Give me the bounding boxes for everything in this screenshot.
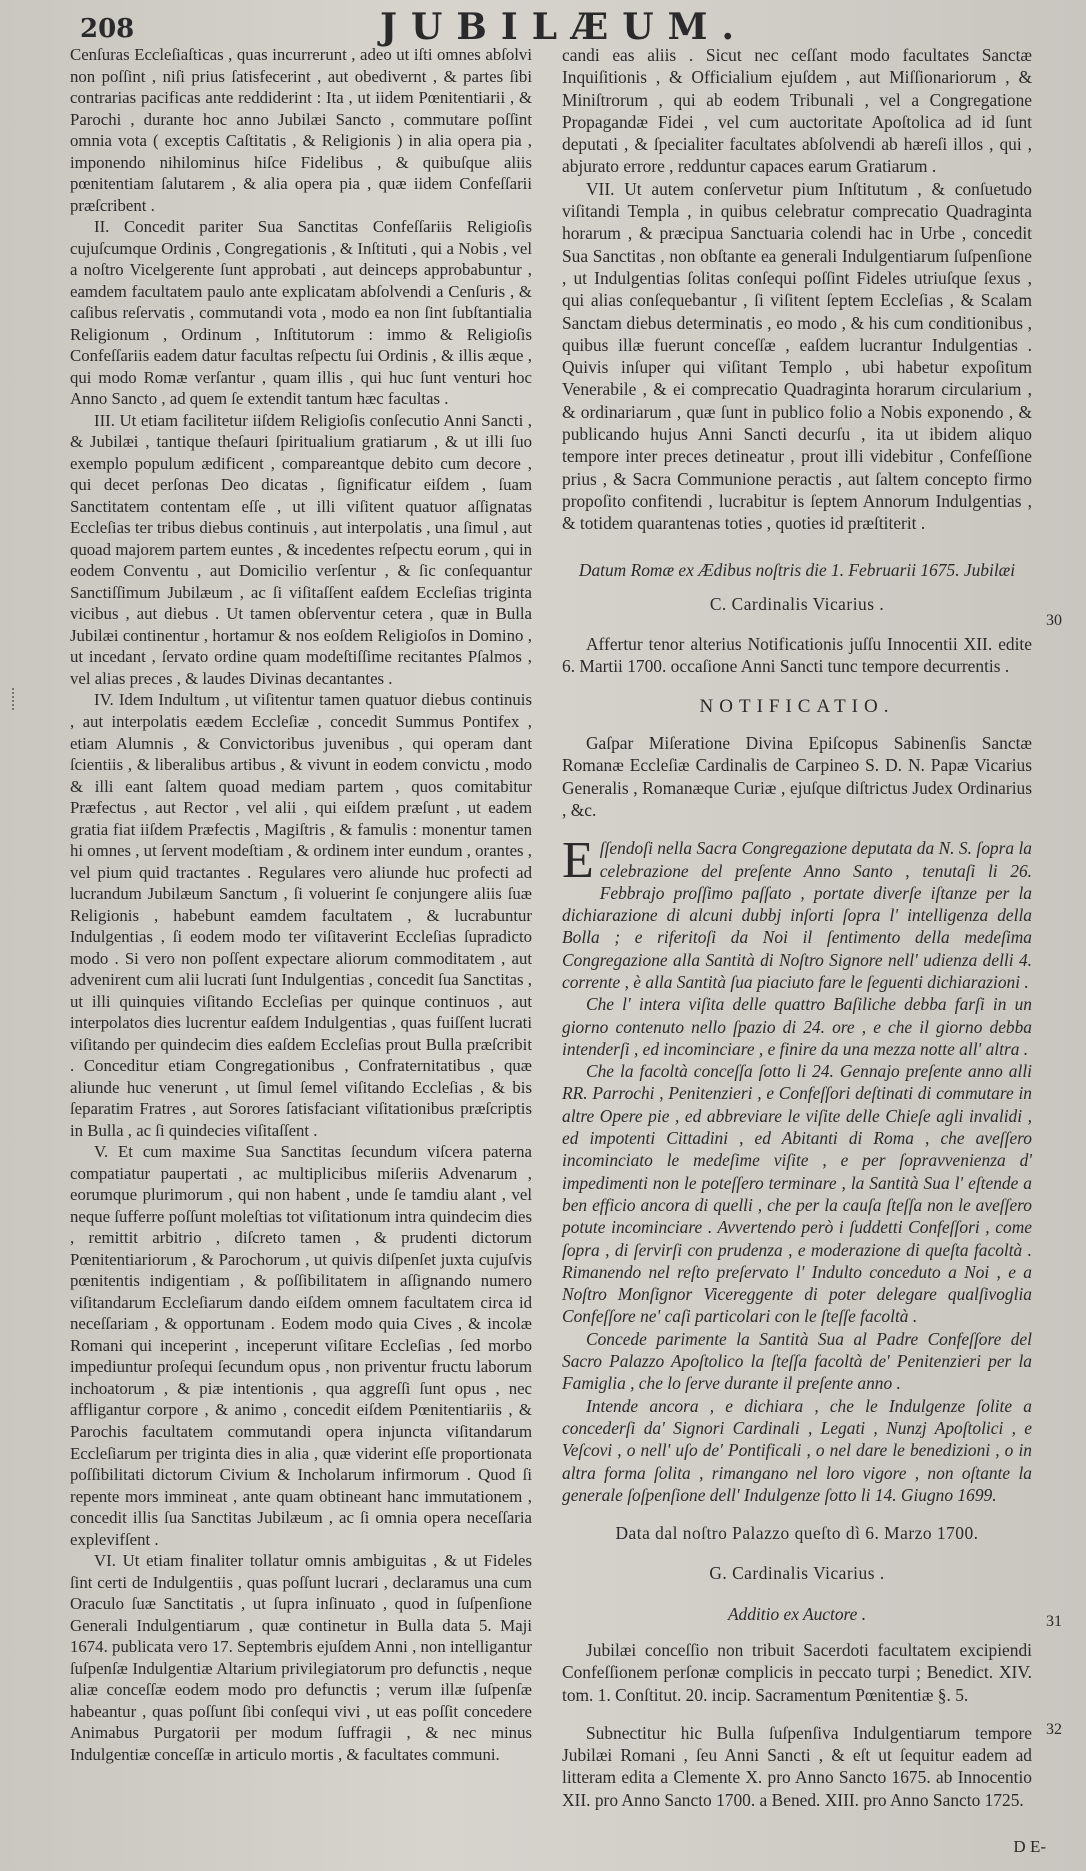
paragraph-additio: Jubilæi conceſſio non tribuit Sacerdoti facultatem excipiendi Confeſſionem perſonæ complicis in peccato turpi ; Benedict. XIV. tom. 1. Conſtitut. 20. incip. Sacramentum Pœnitentiæ §. 5. <box>562 1640 1032 1705</box>
additio-heading: Additio ex Auctore . <box>727 1603 867 1624</box>
paragraph-gaspar: Gaſpar Miſeratione Divina Epiſcopus Sabinenſis Sanctæ Romanæ Eccleſiæ Cardinalis de Carpineo S. D. N. Papæ Vicarius Generalis , Romanæque Curiæ , ejuſque diſtrictus Judex Ordinarius , &c. <box>562 733 1032 820</box>
paragraph-continued-right: candi eas aliis . Sicut nec ceſſant modo facultates Sanctæ Inquiſitionis , & Officialium ejuſdem , aut Miſſionariorum , & Miniſtrorum , qui ab eodem Tribunali , vel a Congregatione Propagandæ Fidei , vel cum auctoritate Apoſtolica ad id ſunt deputati , & ſpecialiter facultates abſolvendi ab hæreſi illos , qui , abjurato errore , redduntur capaces earum Gratiarum . <box>562 45 1032 177</box>
italian-paragraph-1 <box>562 832 1032 993</box>
running-title: JUBILÆUM. <box>380 6 749 48</box>
paragraph-subnectitur: Subnectitur hic Bulla ſuſpenſiva Indulgentiarum tempore Jubilæi Romani , ſeu Anni Sancti , & eſt ut ſequitur eadem ad litteram edita a Clemente X. pro Anno Sancto 1675. ab Innocentio XII. pro Anno Sancto 1700. a Bened. XIII. pro Anno Sancto 1725. <box>562 1722 1032 1810</box>
paragraph-v: V. Et cum maxime Sua Sanctitas ſecundum viſcera paterna compatiatur paupertati , ac multiplicibus miſeriis Advenarum , eorumque plurimorum , qui non habent , unde ſe tamdiu alant , vel neque ſufferre poſſunt moleſtias tot viſitationum intra quindecim dies , remittit arbitrio , diſcreto tamen , & prudenti dictorum Pœnitentiariorum , & Parochorum , ut quivis diſpenſet juxta cujuſvis pœnitentis indigentiam , & poſſibilitatem in aſſignando numero viſitandarum Eccleſiarum dando eiſdem omnem facultatem circa id neceſſariam , & opportunam . Eodem modo quia Cives , & incolæ Romani qui inceperint , inceperunt viſitare Eccleſias , ſed morbo impediuntur proſequi ſecundum opus , non priventur fructu laborum inchoatorum , & piæ intentionis , qua aggreſſi ſunt opus , nec affligantur corpore , & animo , concedit eiſdem Pœnitentiariis , & Parochis facultatem commutandi opera injuncta viſitandarum Eccleſiarum per triginta dies in alia , quæ viderint eſſe proportionata poſſibilitati dictorum Civium & Incholarum infirmorum . Quod ſi repente mors immineat , ante quam obtineant hanc immutationem , concedit illis ſua Sanctitas Jubilæum , ac ſi omnia opera neceſſaria explevifſent . <box>70 1142 532 1549</box>
page-number: 208 <box>80 14 135 44</box>
drop-cap: E <box>562 832 594 890</box>
margin-mark <box>12 688 17 710</box>
italian-paragraph-4: Concede parimente la Santità Sua al Padre Confeſſore del Sacro Palazzo Apoſtolico la ſteſſa facoltà de' Penitenzieri per la Famiglia , che lo ſerve durante il preſente anno . <box>562 1328 1032 1394</box>
italian-paragraph-5: Intende ancora , e dichiara , che le Indulgenze ſolite a concederſi da' Signori Cardinali , Legati , Nunzj Apoſtolici , e Veſcovi , o nell' uſo de' Pontificali , o nel dare le benedizioni , o in altra forma ſolita , rimangano nel loro vigore , non oſtante la generale ſoſpenſione dell' Indulgenze ſotto li 14. Giugno 1699. <box>562 1395 1032 1505</box>
margin-number-30: 30 <box>1046 612 1062 629</box>
date-line: Datum Romæ ex Ædibus noſtris die 1. Februarii 1675. Jubilæi <box>578 559 1016 580</box>
paragraph-iii: III. Ut etiam facilitetur iiſdem Religioſis conſecutio Anni Sancti , & Jubilæi , tantique theſauri ſpiritualium gratiarum , & ut illi ſuo exemplo populum ædificent , compareantque debito cum decore , qui decet perſonas Deo dicatas , ſignificatur eiſdem , ſuam Sanctitatem contentam eſſe , ut illi viſitent quatuor aſſignatas Eccleſias ter tribus diebus continuis , aut interpolatis , una ſimul , aut quoad majorem partem euntes , & incedentes reſpectu eorum , qui in eodem Conventu , aut Domicilio verſentur , & ſic conſequantur Sanctiſſimum Jubilæum , ac ſi viſitaſſent eaſdem Eccleſias triginta vicibus , aut diebus . Ut tamen obſerventur cetera , quæ in Bulla Jubilæi continentur , hortamur & nos eoſdem Religioſos in Domino , ut incedant , ſervato ordine quam modeſtiſſime recitantes Pſalmos , vel alias preces , & laudes Divinas decantantes . <box>70 410 532 688</box>
paragraph-vi: VI. Ut etiam finaliter tollatur omnis ambiguitas , & ut Fideles ſint certi de Indulgentiis , quas poſſunt lucrari , declaramus una cum Oraculo ſuæ Sanctitatis , ut ſupra inſinuato , quod in ſuſpenſione Generali Indulgentiarum , quæ continetur in Bulla data 5. Maji 1674. publicata vero 17. Septembris ejuſdem Anni , non intelligantur ſuſpenſæ Indulgentiæ Altarium privilegiatorum pro defunctis , neque aliæ conceſſæ eodem modo pro defunctis ; verum illæ ſuſpenſæ habeantur , quas poſſunt ſibi conſequi vivi , ut eas poſſit concedere Animabus Purgatorii per modum ſuffragii , & nec minus Indulgentiæ conceſſæ in articulo mortis , & facultates communi. <box>70 1551 532 1764</box>
notificatio-heading: NOTIFICATIO. <box>699 695 895 717</box>
margin-number-32: 32 <box>1046 1721 1062 1738</box>
italian-text-1: ſſendoſi nella Sacra Congregazione deputata da N. S. ſopra la celebrazione del preſente Anno Santo , tenutaſi li 26. Febbrajo proſſimo paſſato , portate diverſe iſtanze per la dichiarazione di alcuni dubbj inſorti ſopra l' intelligenza della Bolla ; e riferitoſi da Noi il ſentimento della medeſima Congregazione alla Santità di Noſtro Signore nell' udienza delli 4. corrente , è alla Santità ſua piaciuto fare le ſeguenti dichiarazioni . <box>562 838 1032 992</box>
right-column <box>562 44 1032 1811</box>
page-header <box>0 6 1086 46</box>
catchword: D E- <box>1013 1837 1046 1856</box>
signature-cardinal-2: G. Cardinalis Vicarius . <box>709 1563 885 1584</box>
date-line-2: Data dal noſtro Palazzo queſto dì 6. Marzo 1700. <box>615 1523 979 1544</box>
paragraph-ii: II. Concedit pariter Sua Sanctitas Confeſſariis Religioſis cujuſcumque Ordinis , Congregationis , & Inſtituti , qui a Nobis , vel a noſtro Vicelgerente ſunt approbati , aut deinceps approbabuntur , eamdem facultatem paulo ante explicatam abſolvendi a Cenſuris , & caſibus reſervatis , commutandi vota , modo ea non ſint ſubſtantialia Religionum , Ordinum , Inſtitutorum : immo & Religioſis Confeſſariis eadem datur facultas reſpectu ſui Ordinis , & illis æque , qui modo Romæ verſantur , quam illis , qui huc ſunt venturi hoc Anno Sancto , ad quem ſe extendit tantum hæc facultas . <box>70 217 532 409</box>
paragraph-iv: IV. Idem Indultum , ut viſitentur tamen quatuor diebus continuis , aut interpolatis eædem Eccleſiæ , concedit Summus Pontifex , etiam Alumnis , & Convictoribus juvenibus , qui operam dant ſcientiis , & liberalibus artibus , & vivunt in eodem convictu , modo & illi eant ſaltem quoad mediam partem , quos comitabitur Præfectus , aut Rector , vel alii , qui eiſdem præſunt , ut eadem gratia fiat iiſdem Præfectis , Magiſtris , & famulis : monentur tamen hi omnes , ut ſervent modeſtiam , & ordinem inter eundum , orantes , vel pium quid tractantes . Regulares vero aliunde huc profecti ad lucrandum Jubilæum Sanctum , ſi voluerint ſe conjungere aliis ſuæ Religionis , habebunt eamdem facultatem , & lucrabuntur Indulgentias , ſi eodem modo ter viſitaverint Eccleſias ſupradicto modo . Si vero non poſſent expectare aliorum commoditatem , aut advenirent cum alii lucrati ſunt Indulgentias , concedit ſua Sanctitas , ut illi quinquies viſitando Eccleſias per quinque continuos , aut interpolatos dies lucrentur eaſdem Indulgentias , quas fuiſſent lucrati viſitando per quindecim dies eaſdem Eccleſias prout Bulla præſcribit . Conceditur etiam Congregationibus , Confraternitatibus , quæ aliunde huc venerunt , ut ſimul ſemel viſitando Eccleſias , & bis ſeparatim Fratres , aut Sorores ſatisfaciant viſitationibus præſcriptis in Bulla , ac ſi quindecies viſitaſſent . <box>70 690 532 1140</box>
margin-number-31: 31 <box>1046 1613 1062 1630</box>
paragraph-continued: Cenſuras Eccleſiaſticas , quas incurrerunt , adeo ut iſti omnes abſolvi non poſſint , niſi prius ſatisfecerint , aut obedivernt , & partes ſibi contrarias pacificas ante reddiderint : Ita , ut iidem Pœnitentiarii , & Parochi , durante hoc anno Jubilæi Sancto , commutare poſſint omnia vota ( exceptis Caſtitatis , & Religionis ) in alia opera pia , imponendo nihilominus hiſce Fidelibus , & quibuſque aliis pœnitentiam ſalutarem , & alia opera pia , quæ iidem Confeſſarii præſcribent . <box>70 45 532 215</box>
paragraph-tenor: Affertur tenor alterius Notificationis juſſu Innocentii XII. edite 6. Martii 1700. occaſione Anni Sancti tunc tempore decurrentis . <box>562 634 1032 677</box>
italian-paragraph-2: Che l' intera viſita delle quattro Baſiliche debba farſi in un giorno contenuto nello ſpazio di 24. ore , e che il giorno debba intenderſi , ed incominciare , e finire da una mezza notte all' altra . <box>562 994 1032 1059</box>
left-column <box>70 44 532 1765</box>
signature-cardinal: C. Cardinalis Vicarius . <box>709 593 885 614</box>
paragraph-vii: VII. Ut autem conſervetur pium Inſtitutum , & conſuetudo viſitandi Templa , in quibus celebratur comprecatio Quadraginta horarum , & præcipua Sanctuaria colendi hac in Urbe , concedit Sua Sanctitas , non obſtante ea generali Indulgentiarum ſuſpenſione , ut Indulgentias ſolitas conſequi poſſint Fideles utriuſque ſexus , qui alias conſequebantur , ſi viſitent ſeptem Eccleſias , & Scalam Sanctam diebus determinatis , eo modo , & his cum conditionibus , quibus illæ fuerunt conceſſæ , eaſdem lucrantur Indulgentias . Quivis inſuper qui viſitant Templo , ubi habetur expoſitum Venerabile , & ei comprecatio Quadraginta horarum circularium , & ordinariarum , quæ ſunt in publico folio a Nobis exponendo , & publicando hujus Anni Sancti decurſu , ita ut ibidem aliquo tempore inter preces detineatur , prout illi videbitur , Confeſſione prius , & Sacra Communione peractis , aut ſaltem concepto firmo propoſito confitendi , lucrabitur is ſeptem Annorum Indulgentias , & totidem quarantenas toties , quoties id præſtiterit . <box>562 178 1032 534</box>
italian-paragraph-3: Che la facoltà conceſſa ſotto li 24. Gennajo preſente anno alli RR. Parrochi , Penitenzieri , e Confeſſori deſtinati di commutare in altre Opere pie , ed abbreviare le viſite delle Chieſe agli invalidi , ed impotenti Cittadini , ed Abitanti di Roma , che aveſſero incominciato le medeſime viſite , e per ſopravvenienza d' impedimenti non le poteſſero terminare , la Santità Sua l' eſtende a ben efficio ancora di quelli , che per la cauſa ſteſſa non le aveſſero potute incominciare . Avvertendo però i ſuddetti Confeſſori , come ſopra , di ſervirſi con prudenza , e moderazione di queſta facoltà . Rimanendo nel reſto preſervato l' Indulto conceduto a Noi , e a Noſtro Monſignor Vicereggente di poter delegare qualſivoglia Confeſſore ne' caſi particolari con le ſteſſe facoltà . <box>562 1061 1032 1327</box>
